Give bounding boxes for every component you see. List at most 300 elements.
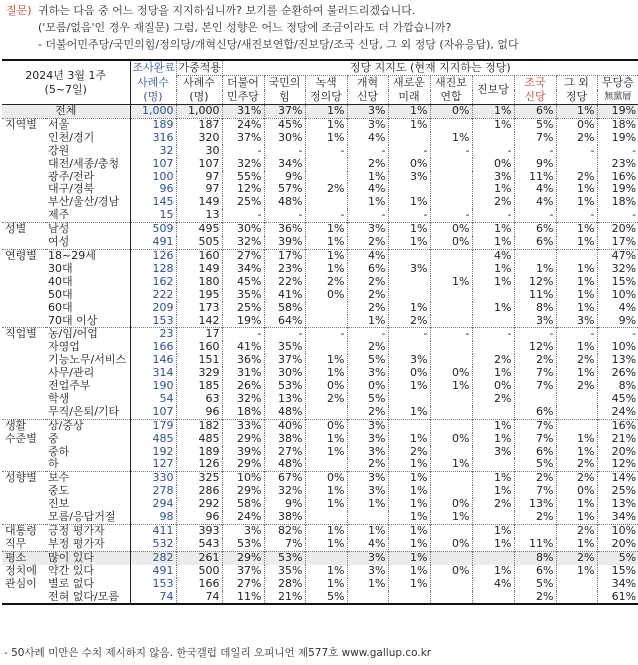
weighted-count: 189	[176, 446, 222, 459]
party-value	[388, 419, 430, 432]
question-label: 질문)	[6, 4, 32, 17]
row-label: 전업주부	[46, 380, 130, 393]
group-cell	[2, 328, 46, 341]
table-row	[2, 380, 638, 393]
party-value	[430, 249, 472, 262]
party-value: 19%	[611, 182, 637, 196]
sample-count: 485	[130, 433, 176, 446]
party-value	[305, 551, 347, 564]
party-value: -	[430, 328, 472, 341]
group-cell	[2, 498, 46, 511]
party-value: 4%	[347, 132, 388, 145]
party-value	[556, 158, 597, 171]
party-header-other-l2: 정당	[556, 90, 597, 105]
party-value: 1%	[556, 276, 597, 289]
party-support-table	[2, 59, 638, 605]
party-value: 48%	[264, 406, 305, 419]
party-value: 23%	[611, 156, 637, 170]
party-value: -	[347, 145, 388, 158]
weighted-count: 13	[176, 209, 222, 222]
party-value: 1%	[305, 446, 347, 459]
sample-count: 107	[130, 158, 176, 171]
party-value: 24%	[222, 118, 264, 131]
weighted-count: 187	[176, 118, 222, 131]
party-value: 1%	[514, 263, 556, 276]
party-value: 4%	[618, 300, 637, 314]
party-header-progressive: 진보당	[472, 76, 514, 105]
weighted-count: 329	[176, 367, 222, 380]
group-cell	[2, 183, 46, 196]
table-row	[2, 472, 638, 485]
party-value: 1%	[472, 538, 514, 551]
sample-count: 179	[130, 419, 176, 432]
party-value: 0%	[388, 158, 430, 171]
row-label: 부산/울산/경남	[46, 196, 130, 209]
row-label: 긍정 평가자	[46, 525, 130, 538]
party-value: 30%	[222, 223, 264, 236]
party-value: 41%	[222, 341, 264, 354]
party-value: 1%	[472, 263, 514, 276]
party-value: 12%	[611, 457, 637, 471]
party-value	[305, 315, 347, 328]
row-label: 하	[46, 458, 130, 471]
party-value: 32%	[264, 485, 305, 498]
group-cell	[2, 525, 46, 538]
party-value: 35%	[264, 341, 305, 354]
party-value: 32%	[611, 261, 637, 275]
party-header-dem-l2: 민주당	[222, 90, 264, 105]
party-value: 2%	[347, 289, 388, 302]
sample-count: 32	[130, 145, 176, 158]
party-value	[430, 525, 472, 538]
party-value: 6%	[514, 105, 556, 119]
party-value: 1%	[305, 578, 347, 591]
party-value: 1%	[556, 105, 597, 119]
party-value: 2%	[305, 276, 347, 289]
party-value: 48%	[264, 196, 305, 209]
party-value: -	[388, 145, 430, 158]
party-value: -	[264, 328, 305, 341]
table-row	[2, 393, 638, 406]
weighted-count: 1,000	[176, 105, 222, 119]
party-value: 2%	[556, 525, 597, 538]
party-value: 3%	[556, 315, 597, 328]
group-cell	[2, 472, 46, 485]
table-row	[2, 118, 638, 131]
group-label: 성별	[5, 222, 27, 236]
party-value: 5%	[514, 118, 556, 131]
weight-header-top: 가중적용	[176, 60, 222, 76]
party-value	[388, 591, 430, 605]
party-value	[472, 289, 514, 302]
group-cell	[2, 433, 46, 446]
table-row	[2, 209, 638, 222]
table-row	[2, 458, 638, 471]
group-label: 생활	[5, 418, 27, 432]
table-row	[2, 551, 638, 564]
party-value: 11%	[514, 289, 556, 302]
party-value: -	[222, 328, 264, 341]
party-value: 2%	[514, 511, 556, 524]
party-value: -	[472, 328, 514, 341]
party-value: 1%	[472, 236, 514, 249]
party-value	[514, 393, 556, 406]
party-value: 3%	[388, 171, 430, 184]
group-label: 대통령	[5, 524, 37, 537]
party-value: 1%	[388, 236, 430, 249]
weighted-count: 74	[176, 591, 222, 605]
party-value: 0%	[430, 223, 472, 236]
party-value: 2%	[347, 236, 388, 249]
party-value: 1%	[556, 367, 597, 380]
party-value: 1%	[305, 498, 347, 511]
party-value	[430, 419, 472, 432]
party-value: 3%	[347, 367, 388, 380]
party-value: 27%	[222, 249, 264, 262]
party-header-cho-l1: 조국	[514, 76, 556, 91]
party-value: -	[514, 328, 556, 341]
sample-count: 107	[130, 406, 176, 419]
party-value: -	[472, 209, 514, 222]
party-value: 3%	[222, 525, 264, 538]
party-value: 1%	[430, 458, 472, 471]
party-value: 2%	[472, 354, 514, 367]
party-value: 10%	[611, 340, 637, 354]
party-value: 37%	[222, 565, 264, 578]
party-value: 34%	[264, 158, 305, 171]
party-value: 1%	[556, 302, 597, 315]
party-value: 0%	[556, 118, 597, 131]
party-value: 2%	[347, 341, 388, 354]
table-row	[2, 511, 638, 524]
party-value: 31%	[222, 367, 264, 380]
weighted-count: 286	[176, 485, 222, 498]
party-value	[305, 511, 347, 524]
party-value: -	[222, 209, 264, 222]
party-value	[472, 591, 514, 605]
party-value	[430, 393, 472, 406]
party-value: 47%	[597, 249, 638, 262]
sample-count: 192	[130, 446, 176, 459]
party-value: 2%	[388, 446, 430, 459]
party-value: 25%	[222, 302, 264, 315]
row-label: 학생	[46, 393, 130, 406]
party-value: 1%	[556, 196, 597, 209]
sample-count: 330	[130, 472, 176, 485]
sample-count: 100	[130, 171, 176, 184]
party-value: 13%	[611, 353, 637, 367]
party-value: 1%	[347, 171, 388, 184]
table-row	[2, 406, 638, 419]
weighted-count: 292	[176, 498, 222, 511]
party-value: 6%	[514, 406, 556, 419]
party-value: 2%	[556, 132, 597, 145]
party-value: 1%	[472, 485, 514, 498]
party-value	[430, 406, 472, 419]
party-header-ppp-l1: 국민의	[264, 76, 305, 91]
table-row	[2, 132, 638, 145]
party-value: 1%	[388, 498, 430, 511]
party-value: 3%	[347, 419, 388, 432]
party-value: 1%	[305, 132, 347, 145]
party-value: 40%	[264, 419, 305, 432]
party-value: 32%	[222, 236, 264, 249]
party-value: 7%	[514, 433, 556, 446]
party-value	[472, 458, 514, 471]
party-value: 9%	[264, 171, 305, 184]
party-header-none-l2: 無黨層	[597, 90, 638, 105]
party-value: 0%	[472, 158, 514, 171]
party-value: 2%	[347, 458, 388, 471]
party-value: 23%	[264, 263, 305, 276]
party-value: 0%	[430, 367, 472, 380]
party-value: 27%	[222, 578, 264, 591]
weighted-count: 97	[176, 183, 222, 196]
party-value: 0%	[430, 565, 472, 578]
party-value: 53%	[264, 551, 305, 564]
party-value: 35%	[264, 565, 305, 578]
sample-count: 314	[130, 367, 176, 380]
party-value	[388, 132, 430, 145]
party-value: 13%	[264, 393, 305, 406]
party-value: 57%	[264, 183, 305, 196]
row-label: 진보	[46, 498, 130, 511]
party-value: 28%	[264, 578, 305, 591]
group-cell	[2, 367, 46, 380]
table-row	[2, 263, 638, 276]
party-value: -	[556, 328, 597, 341]
party-value	[472, 406, 514, 419]
group-cell	[2, 171, 46, 184]
weighted-count: 505	[176, 236, 222, 249]
party-value: -	[556, 209, 597, 222]
party-value: 16%	[611, 169, 637, 183]
party-value: 1%	[305, 223, 347, 236]
party-value	[430, 158, 472, 171]
party-value: 0%	[305, 289, 347, 302]
party-value: 2%	[472, 393, 514, 406]
party-value: 35%	[222, 289, 264, 302]
group-label: 지역별	[5, 117, 37, 131]
row-label: 많이 있다	[46, 551, 130, 564]
party-value: 2%	[347, 302, 388, 315]
party-value	[430, 578, 472, 591]
party-value: 1%	[556, 565, 597, 578]
party-value	[388, 249, 430, 262]
party-value: 16%	[597, 419, 638, 432]
party-value: 1%	[556, 263, 597, 276]
party-value	[388, 289, 430, 302]
party-value	[430, 263, 472, 276]
party-value: 3%	[347, 446, 388, 459]
party-value: 48%	[264, 458, 305, 471]
party-value: 1%	[556, 341, 597, 354]
weighted-count: 30	[176, 145, 222, 158]
party-value: 18%	[597, 118, 638, 131]
sample-count: 23	[130, 328, 176, 341]
party-value: 39%	[264, 236, 305, 249]
table-row	[2, 276, 638, 289]
weighted-count: 107	[176, 158, 222, 171]
row-label: 제주	[46, 209, 130, 222]
party-value	[514, 249, 556, 262]
party-value: 1%	[305, 249, 347, 262]
party-value: 32%	[222, 158, 264, 171]
row-label: 상/중상	[46, 419, 130, 432]
weighted-count: 160	[176, 249, 222, 262]
party-value: 20%	[597, 223, 638, 236]
party-value: 12%	[514, 341, 556, 354]
party-value: 1%	[388, 105, 430, 119]
table-row	[2, 145, 638, 158]
party-header-green-l2: 정의당	[305, 90, 347, 105]
group-cell	[2, 315, 46, 328]
party-value: 20%	[611, 536, 637, 550]
group-label: 성향별	[5, 471, 37, 485]
party-value	[305, 302, 347, 315]
group-label-line3: 관심이	[5, 576, 37, 590]
party-value: 6%	[347, 263, 388, 276]
party-value: 5%	[514, 458, 556, 471]
party-value: 1%	[305, 525, 347, 538]
party-value: 1%	[556, 236, 597, 249]
party-value: -	[222, 145, 264, 158]
row-label: 40대	[46, 276, 130, 289]
party-value: 1%	[388, 551, 430, 564]
party-value: 1%	[305, 433, 347, 446]
sample-count: 222	[130, 289, 176, 302]
party-value: -	[264, 145, 305, 158]
party-value: 1%	[305, 263, 347, 276]
row-label: 부정 평가자	[46, 538, 130, 551]
party-value: 18%	[611, 195, 637, 209]
party-value: 0%	[430, 236, 472, 249]
question-line-1: 귀하는 다음 중 어느 정당을 지지하십니까? 보기를 순환하여 불러드리겠습니다.	[38, 4, 416, 17]
row-label: 자영업	[46, 341, 130, 354]
sample-count: 74	[130, 591, 176, 605]
party-value: 21%	[611, 431, 637, 445]
group-cell	[2, 209, 46, 222]
group-cell	[2, 393, 46, 406]
party-value: 7%	[514, 367, 556, 380]
party-value: 7%	[514, 132, 556, 145]
sample-count: 282	[130, 551, 176, 564]
party-value	[430, 118, 472, 131]
party-value: 1%	[347, 498, 388, 511]
party-value: -	[597, 328, 638, 341]
party-value	[556, 591, 597, 605]
row-label: 강원	[46, 145, 130, 158]
party-value: 64%	[264, 315, 305, 328]
party-value: 2%	[556, 354, 597, 367]
party-value: 4%	[347, 183, 388, 196]
party-value: 34%	[222, 263, 264, 276]
party-value: 1%	[305, 565, 347, 578]
party-value: 11%	[514, 171, 556, 184]
party-value	[472, 132, 514, 145]
party-value	[556, 419, 597, 432]
party-value: 3%	[472, 171, 514, 184]
party-header-cho-l2: 신당	[514, 90, 556, 105]
party-value: 25%	[222, 196, 264, 209]
party-value	[430, 289, 472, 302]
group-cell	[2, 132, 46, 145]
group-cell	[2, 158, 46, 171]
party-header-dem-l1: 더불어	[222, 76, 264, 91]
row-label: 전혀 없다/모름	[46, 591, 130, 605]
group-cell	[2, 263, 46, 276]
question-text	[38, 2, 519, 53]
party-value: 19%	[611, 130, 637, 144]
party-value: 1%	[388, 196, 430, 209]
party-value: 2%	[388, 315, 430, 328]
weighted-count: 182	[176, 419, 222, 432]
party-value: 1%	[430, 276, 472, 289]
party-header-newfuture-l1: 새로운	[388, 76, 430, 91]
party-value: 82%	[264, 525, 305, 538]
row-label: 사무/관리	[46, 367, 130, 380]
party-value	[430, 315, 472, 328]
party-value: 2%	[347, 406, 388, 419]
party-value: 58%	[222, 498, 264, 511]
question-line-2: ('모름/없음'인 경우 재질문) 그럼, 본인 성향은 어느 정당에 조금이라도 더 가깝습니까?	[38, 21, 452, 34]
sample-count: 166	[130, 341, 176, 354]
party-value: 1%	[430, 132, 472, 145]
weighted-count: 142	[176, 315, 222, 328]
weighted-count: 63	[176, 393, 222, 406]
group-cell	[2, 406, 46, 419]
party-value: 0%	[388, 367, 430, 380]
sample-count: 316	[130, 132, 176, 145]
sample-count: 127	[130, 458, 176, 471]
sample-count: 491	[130, 236, 176, 249]
party-value: 2%	[556, 380, 597, 393]
sample-header-mid: 사례수	[130, 76, 176, 91]
party-value: 4%	[514, 196, 556, 209]
weighted-count: 261	[176, 551, 222, 564]
party-value: 58%	[264, 302, 305, 315]
weight-header-mid: 사례수	[176, 76, 222, 91]
row-label: 서울	[46, 118, 130, 131]
row-label: 모름/응답거절	[46, 511, 130, 524]
party-value: 10%	[222, 472, 264, 485]
group-cell	[2, 458, 46, 471]
weighted-count: 543	[176, 538, 222, 551]
party-value: 3%	[347, 105, 388, 119]
period-header	[2, 60, 130, 105]
row-label: 여성	[46, 236, 130, 249]
weighted-count: 166	[176, 578, 222, 591]
party-value: 1%	[388, 485, 430, 498]
sample-count: 153	[130, 315, 176, 328]
party-header-newprog-l1: 새진보	[430, 76, 472, 91]
group-cell	[2, 538, 46, 551]
party-header-ppp-l2: 힘	[264, 90, 305, 105]
party-value: 6%	[514, 565, 556, 578]
party-value: 1%	[305, 118, 347, 131]
party-value	[305, 158, 347, 171]
sample-count: 126	[130, 249, 176, 262]
weighted-count: 393	[176, 525, 222, 538]
table-row	[2, 525, 638, 538]
sample-count: 278	[130, 485, 176, 498]
party-value: 3%	[347, 118, 388, 131]
party-value: 0%	[305, 380, 347, 393]
party-value: 24%	[222, 511, 264, 524]
group-cell	[2, 289, 46, 302]
group-cell	[2, 236, 46, 249]
party-value: 1%	[347, 578, 388, 591]
